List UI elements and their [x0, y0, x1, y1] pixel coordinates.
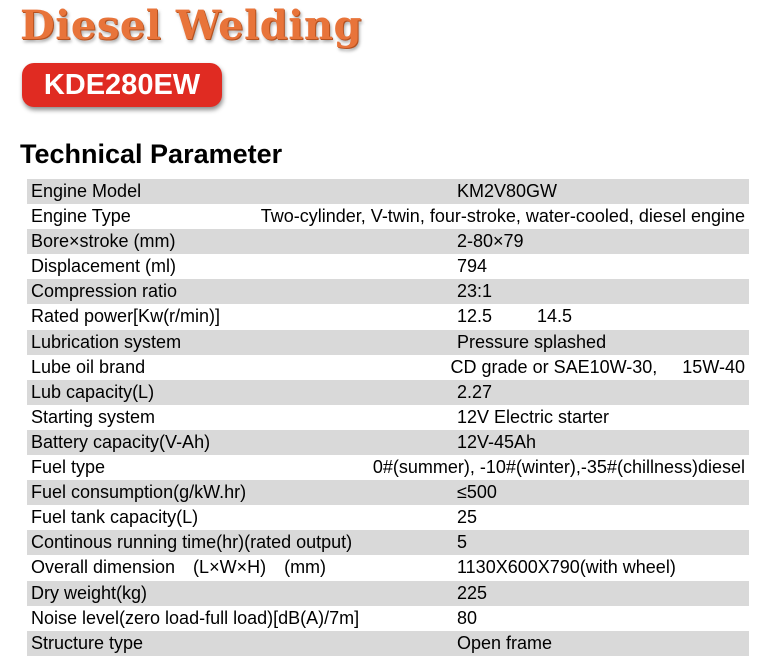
param-value: 12V Electric starter [457, 406, 610, 427]
param-value: 225 [457, 582, 488, 603]
param-value: Two-cylinder, V-twin, four-stroke, water-cooled, diesel engine [260, 206, 745, 227]
param-value: 25 [457, 507, 478, 528]
param-label: Starting system [31, 406, 156, 427]
param-value: 12.5 [457, 306, 493, 327]
table-row [27, 555, 749, 580]
table-row [27, 505, 749, 530]
param-value: 5 [457, 532, 468, 553]
param-value: Open frame [457, 632, 553, 653]
param-value: 80 [457, 607, 478, 628]
param-label: Lubrication system [31, 331, 182, 352]
param-value: 2-80×79 [457, 231, 524, 252]
param-label: Lub capacity(L) [31, 381, 155, 402]
table-row [27, 581, 749, 606]
table-row [27, 455, 749, 480]
param-label: Displacement (ml) [31, 256, 177, 277]
param-value: 0#(summer), -10#(winter),-35#(chillness)diesel [372, 457, 745, 478]
table-row [27, 204, 749, 229]
param-value: 794 [457, 256, 488, 277]
param-label: Fuel type [31, 457, 106, 478]
param-label: Noise level(zero load-full load)[dB(A)/7m] [31, 607, 360, 628]
table-row [27, 304, 749, 329]
param-value: 2.27 [457, 381, 493, 402]
param-label: Fuel tank capacity(L) [31, 507, 199, 528]
param-label: Engine Type [31, 206, 131, 227]
table-row [27, 229, 749, 254]
param-label: Structure type [31, 632, 144, 653]
param-value-secondary: 14.5 [537, 306, 573, 327]
param-label: Continous running time(hr)(rated output) [31, 532, 353, 553]
section-title: Technical Parameter [20, 139, 283, 169]
param-value: KM2V80GW [457, 181, 558, 201]
param-label: Overall dimension (L×W×H) (mm) [31, 557, 327, 578]
table-row [27, 606, 749, 631]
param-label: Bore×stroke (mm) [31, 231, 176, 252]
table-row [27, 279, 749, 304]
param-value: Pressure splashed [457, 331, 607, 352]
param-label: Battery capacity(V-Ah) [31, 431, 211, 452]
parameter-table [27, 179, 749, 656]
param-label: Lube oil brand [31, 356, 146, 377]
param-value: 12V-45Ah [457, 431, 537, 452]
param-label: Fuel consumption(g/kW.hr) [31, 482, 247, 503]
table-row [27, 380, 749, 405]
table-row [27, 330, 749, 355]
param-value: CD grade or SAE10W-30, 15W-40 [450, 356, 745, 377]
param-label: Compression ratio [31, 281, 178, 302]
table-row [27, 355, 749, 380]
param-value: 1130X600X790(with wheel) [457, 557, 676, 578]
param-label: Dry weight(kg) [31, 582, 148, 603]
model-badge: KDE280EW [22, 63, 222, 107]
table-row [27, 631, 749, 656]
page-title: Diesel Welding [20, 2, 362, 49]
table-row [27, 254, 749, 279]
table-row [27, 530, 749, 555]
table-row [27, 430, 749, 455]
param-label: Rated power[Kw(r/min)] [31, 306, 221, 327]
table-row [27, 405, 749, 430]
table-row [27, 480, 749, 505]
table-row [27, 179, 749, 204]
param-value: 23:1 [457, 281, 493, 302]
param-value: ≤500 [457, 482, 497, 503]
param-label: Engine Model [31, 181, 142, 201]
